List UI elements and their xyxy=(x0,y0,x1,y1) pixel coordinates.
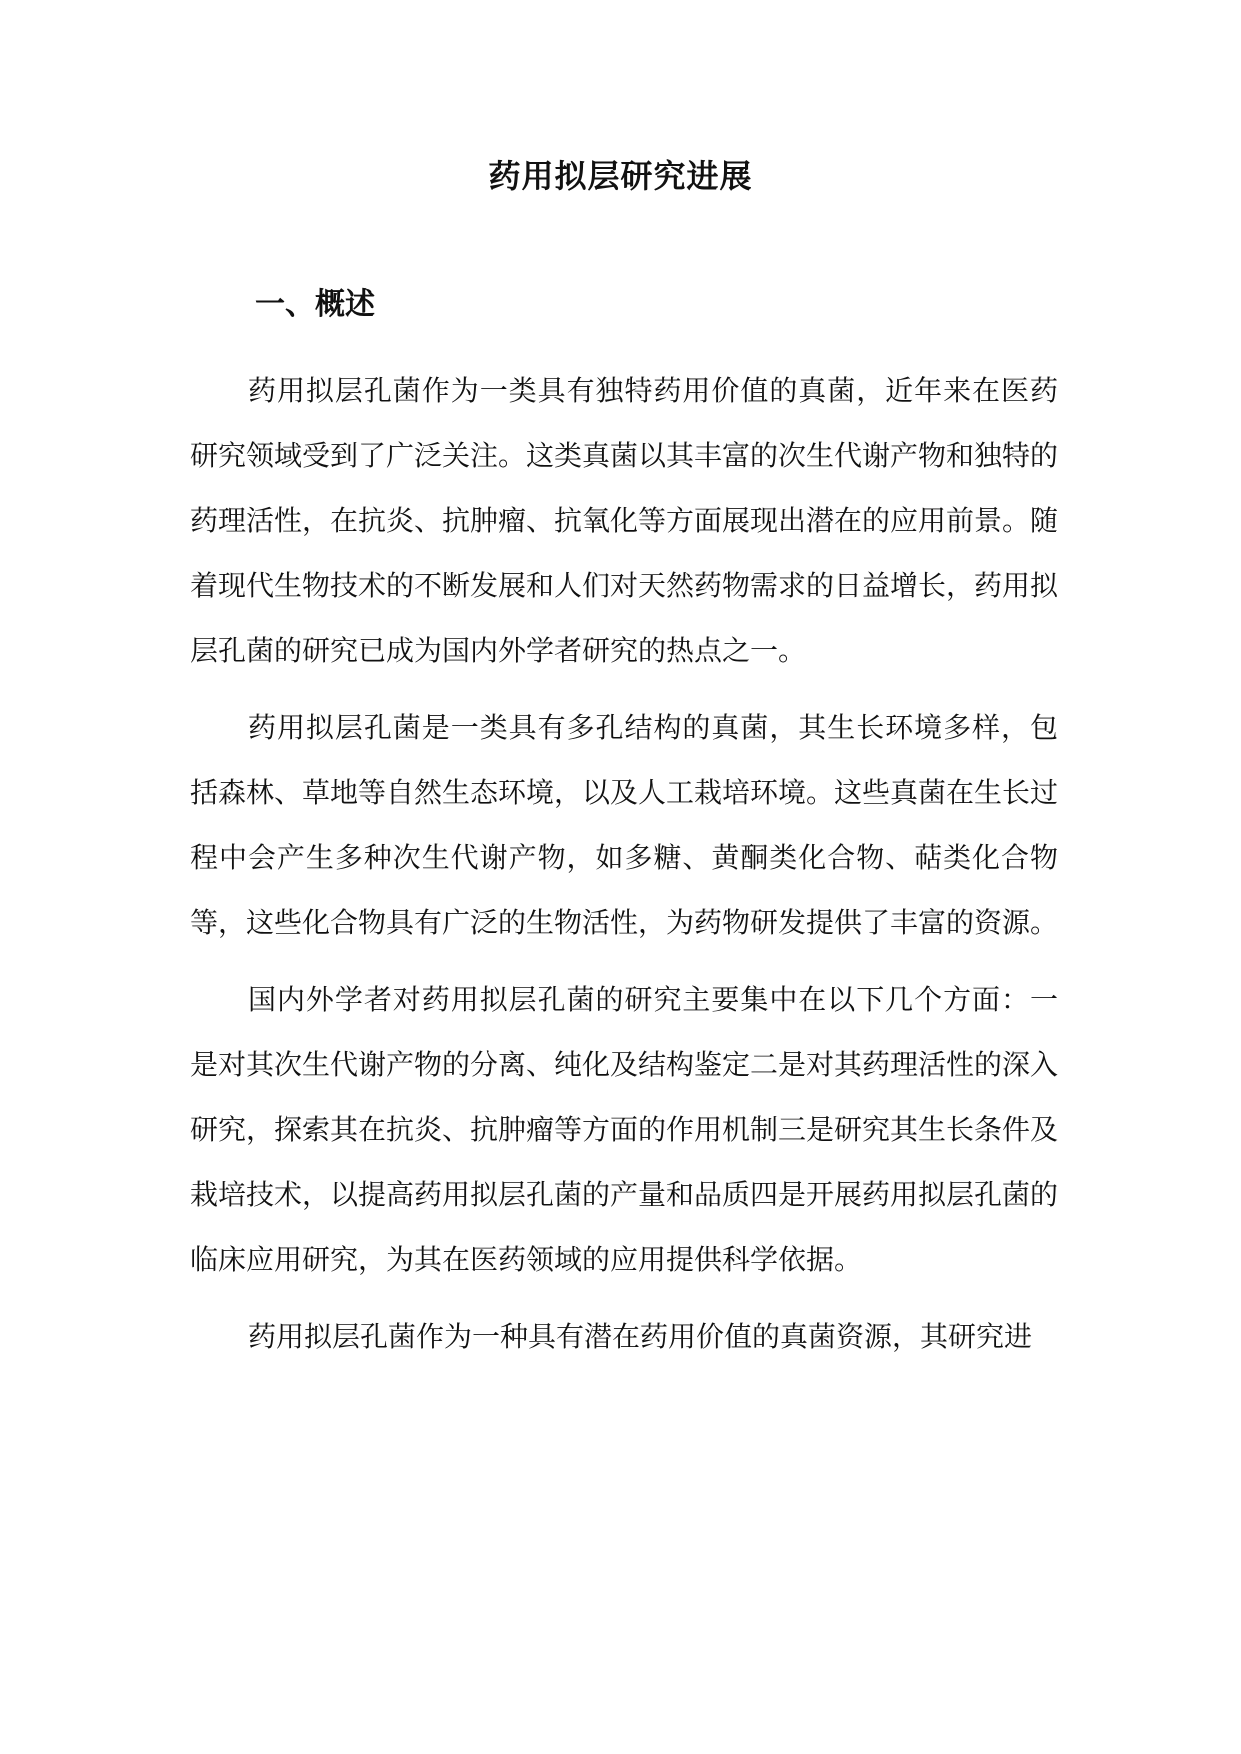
body-text xyxy=(190,358,1058,1381)
document-title: 药用拟层研究进展 xyxy=(488,157,753,195)
paragraph-3: 国内外学者对药用拟层孔菌的研究主要集中在以下几个方面：一是对其次生代谢产物的分离、纯化及结构鉴定二是对其药理活性的深入研究，探索其在抗炎、抗肿瘤等方面的作用机制三是研究其生长条件及栽培技术，以提高药用拟层孔菌的产量和品质四是开展药用拟层孔菌的临床应用研究，为其在医药领域的应用提供科学依据。 xyxy=(190,983,1059,1276)
paragraph-1: 药用拟层孔菌作为一类具有独特药用价值的真菌，近年来在医药研究领域受到了广泛关注。这类真菌以其丰富的次生代谢产物和独特的药理活性，在抗炎、抗肿瘤、抗氧化等方面展现出潜在的应用前景。随着现代生物技术的不断发展和人们对天然药物需求的日益增长，药用拟层孔菌的研究已成为国内外学者研究的热点之一。 xyxy=(190,374,1059,667)
paragraph-4: 药用拟层孔菌作为一种具有潜在药用价值的真菌资源，其研究进 xyxy=(248,1320,1033,1353)
paragraph-2: 药用拟层孔菌是一类具有多孔结构的真菌，其生长环境多样，包括森林、草地等自然生态环境，以及人工栽培环境。这些真菌在生长过程中会产生多种次生代谢产物，如多糖、黄酮类化合物、萜类化合物等，这些化合物具有广泛的生物活性，为药物研发提供了丰富的资源。 xyxy=(190,711,1059,939)
section-heading-overview: 一、概述 xyxy=(255,287,375,322)
